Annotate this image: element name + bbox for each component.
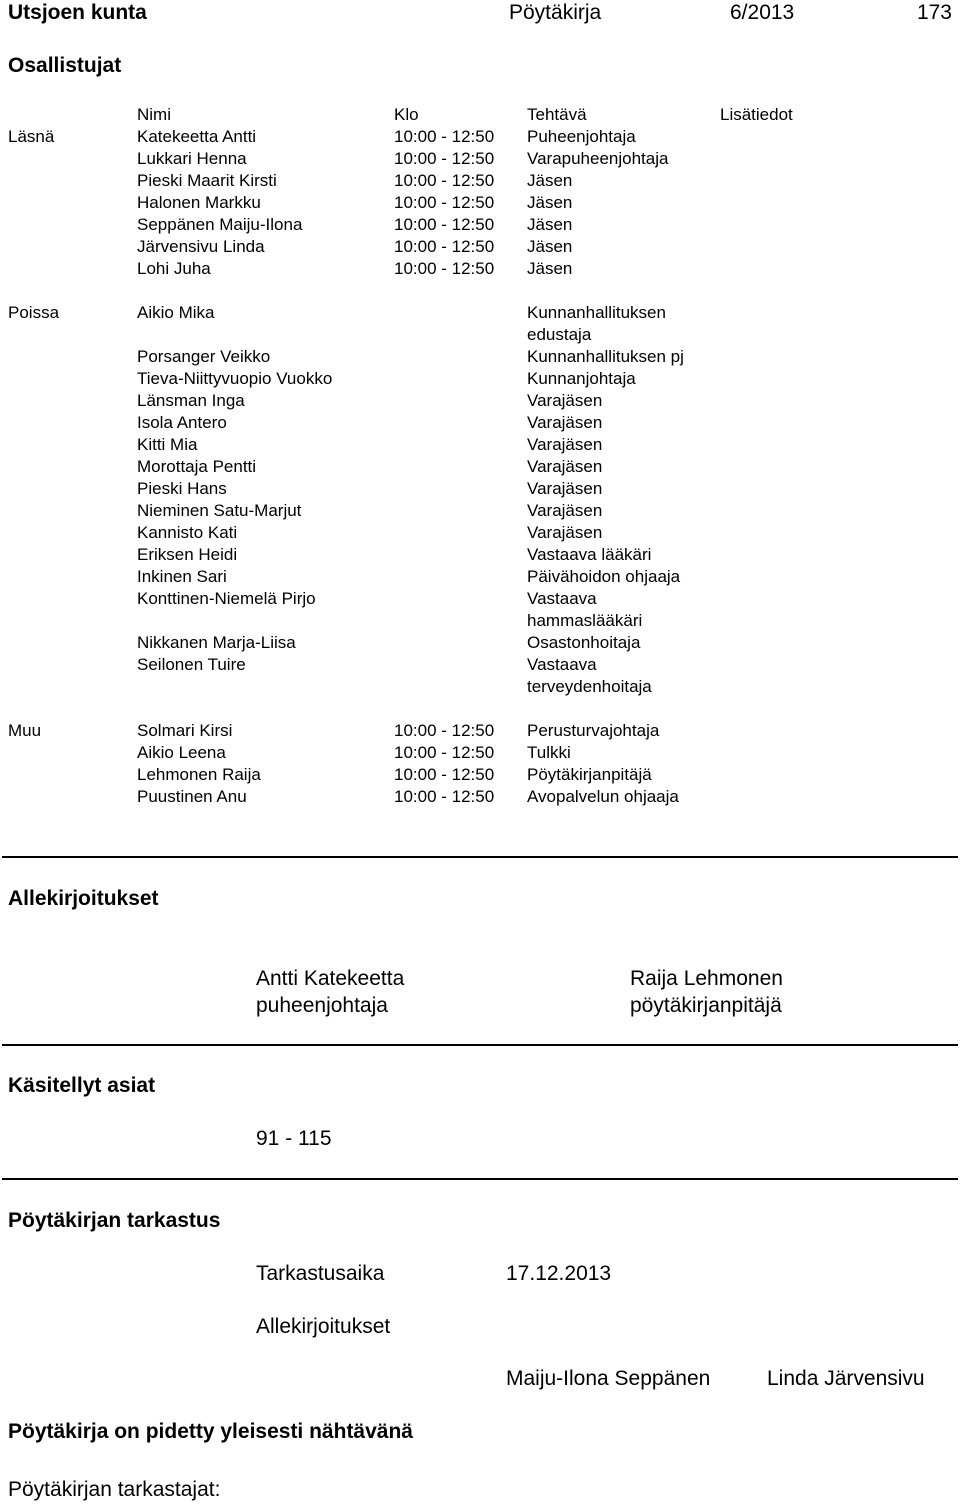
- section-divider: [2, 856, 958, 858]
- group-label: Läsnä: [8, 127, 55, 146]
- column-header-extra-info: Lisätiedot: [720, 105, 793, 124]
- participant-name: Tieva-Niittyvuopio Vuokko: [137, 369, 333, 388]
- participant-role: Jäsen: [527, 259, 573, 278]
- group-label: Muu: [8, 721, 42, 740]
- reviewer-name: Linda Järvensivu: [767, 1367, 925, 1390]
- participant-role: Varapuheenjohtaja: [527, 149, 669, 168]
- signatures-heading: Allekirjoitukset: [8, 887, 159, 910]
- review-time-value: 17.12.2013: [506, 1262, 612, 1285]
- column-header-name: Nimi: [137, 105, 171, 124]
- participant-time: 10:00 - 12:50: [394, 215, 495, 234]
- participant-name: Seilonen Tuire: [137, 655, 246, 674]
- participant-role: Vastaava lääkäri: [527, 545, 652, 564]
- participant-time: 10:00 - 12:50: [394, 237, 495, 256]
- review-heading: Pöytäkirjan tarkastus: [8, 1209, 221, 1232]
- items-heading: Käsitellyt asiat: [8, 1074, 156, 1097]
- participant-name: Kannisto Kati: [137, 523, 238, 542]
- participant-role: Jäsen: [527, 237, 573, 256]
- group-label: Poissa: [8, 303, 60, 322]
- participant-role: Jäsen: [527, 215, 573, 234]
- participant-role: Kunnanjohtaja: [527, 369, 636, 388]
- participant-name: Solmari Kirsi: [137, 721, 233, 740]
- participants-heading: Osallistujat: [8, 54, 122, 77]
- participant-time: 10:00 - 12:50: [394, 721, 495, 740]
- participant-name: Lohi Juha: [137, 259, 211, 278]
- participant-role: Kunnanhallituksen pj: [527, 347, 684, 366]
- participant-role: Varajäsen: [527, 523, 603, 542]
- participant-name: Inkinen Sari: [137, 567, 227, 586]
- participant-name: Nieminen Satu-Marjut: [137, 501, 302, 520]
- reviewers-label: Pöytäkirjan tarkastajat:: [8, 1478, 221, 1501]
- participant-time: 10:00 - 12:50: [394, 787, 495, 806]
- participant-role: Avopalvelun ohjaaja: [527, 787, 679, 806]
- participant-role: Varajäsen: [527, 501, 603, 520]
- participant-role: Varajäsen: [527, 413, 603, 432]
- participant-role: Kunnanhallituksen: [527, 303, 666, 322]
- participant-role: Päivähoidon ohjaaja: [527, 567, 681, 586]
- column-header-role: Tehtävä: [527, 105, 587, 124]
- participant-name: Järvensivu Linda: [137, 237, 265, 256]
- chair-role: puheenjohtaja: [256, 994, 388, 1017]
- participant-name: Konttinen-Niemelä Pirjo: [137, 589, 316, 608]
- chair-name: Antti Katekeetta: [256, 967, 405, 990]
- review-signatures-label: Allekirjoitukset: [256, 1315, 391, 1338]
- participant-role: Tulkki: [527, 743, 571, 762]
- document-type: Pöytäkirja: [509, 1, 602, 24]
- section-divider: [2, 1044, 958, 1046]
- participant-time: 10:00 - 12:50: [394, 149, 495, 168]
- participant-name: Länsman Inga: [137, 391, 245, 410]
- participant-role: Jäsen: [527, 193, 573, 212]
- participant-role: edustaja: [527, 325, 592, 344]
- participant-role: Varajäsen: [527, 435, 603, 454]
- participant-time: 10:00 - 12:50: [394, 743, 495, 762]
- participant-role: Jäsen: [527, 171, 573, 190]
- secretary-name: Raija Lehmonen: [630, 967, 783, 990]
- participant-role: Pöytäkirjanpitäjä: [527, 765, 652, 784]
- participant-name: Katekeetta Antti: [137, 127, 257, 146]
- participant-name: Lukkari Henna: [137, 149, 247, 168]
- participant-time: 10:00 - 12:50: [394, 259, 495, 278]
- participant-name: Aikio Leena: [137, 743, 226, 762]
- participant-name: Morottaja Pentti: [137, 457, 257, 476]
- meeting-number: 6/2013: [730, 1, 795, 24]
- items-range: 91 - 115: [256, 1127, 332, 1150]
- participant-name: Halonen Markku: [137, 193, 261, 212]
- participant-role: Varajäsen: [527, 479, 603, 498]
- participant-role: Osastonhoitaja: [527, 633, 641, 652]
- participant-name: Puustinen Anu: [137, 787, 247, 806]
- participant-role: hammaslääkäri: [527, 611, 643, 630]
- review-time-label: Tarkastusaika: [256, 1262, 385, 1285]
- participant-name: Kitti Mia: [137, 435, 198, 454]
- participant-time: 10:00 - 12:50: [394, 127, 495, 146]
- participant-name: Isola Antero: [137, 413, 227, 432]
- participant-role: Puheenjohtaja: [527, 127, 636, 146]
- participant-name: Aikio Mika: [137, 303, 215, 322]
- participant-name: Porsanger Veikko: [137, 347, 271, 366]
- participant-time: 10:00 - 12:50: [394, 193, 495, 212]
- participant-role: Varajäsen: [527, 391, 603, 410]
- secretary-role: pöytäkirjanpitäjä: [630, 994, 782, 1017]
- page-number: 173: [916, 1, 952, 24]
- participant-role: Varajäsen: [527, 457, 603, 476]
- participant-role: Perusturvajohtaja: [527, 721, 660, 740]
- public-display-heading: Pöytäkirja on pidetty yleisesti nähtävänä: [8, 1420, 413, 1443]
- participant-name: Lehmonen Raija: [137, 765, 261, 784]
- reviewer-name: Maiju-Ilona Seppänen: [506, 1367, 711, 1390]
- municipality-name: Utsjoen kunta: [8, 1, 147, 24]
- participant-name: Nikkanen Marja-Liisa: [137, 633, 296, 652]
- participant-role: Vastaava: [527, 655, 597, 674]
- participant-role: Vastaava: [527, 589, 597, 608]
- participant-time: 10:00 - 12:50: [394, 765, 495, 784]
- participant-name: Pieski Maarit Kirsti: [137, 171, 277, 190]
- participant-role: terveydenhoitaja: [527, 677, 652, 696]
- participant-name: Seppänen Maiju-Ilona: [137, 215, 303, 234]
- participant-name: Pieski Hans: [137, 479, 227, 498]
- column-header-time: Klo: [394, 105, 419, 124]
- section-divider: [2, 1178, 958, 1180]
- participant-name: Eriksen Heidi: [137, 545, 238, 564]
- participant-time: 10:00 - 12:50: [394, 171, 495, 190]
